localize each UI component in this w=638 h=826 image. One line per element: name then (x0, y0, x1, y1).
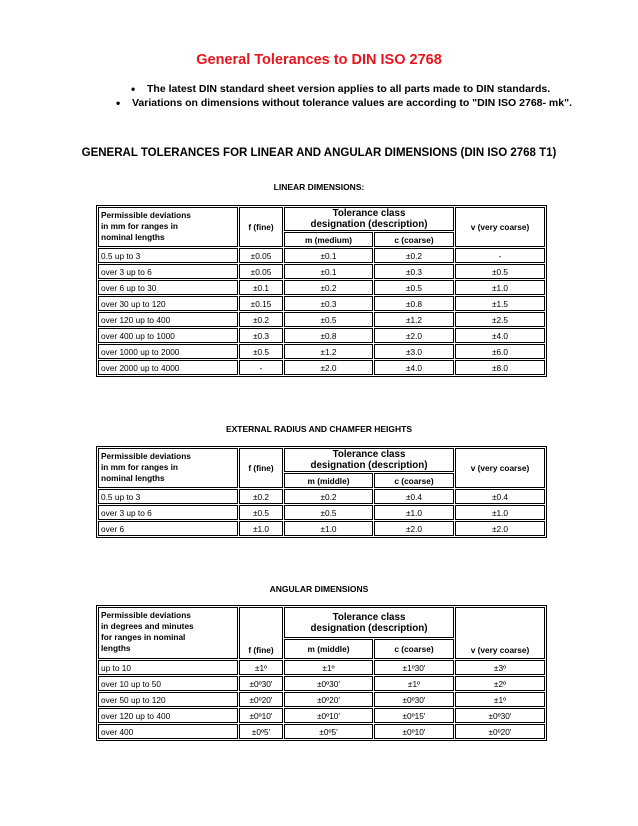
linear-heading: LINEAR DIMENSIONS: (273, 182, 365, 192)
tolerance-cell: ±1.5 (455, 296, 545, 311)
tolerance-cell: ±0.5 (239, 505, 283, 520)
tolerance-cell: ±0º10' (239, 708, 283, 723)
range-cell: over 400 (98, 724, 238, 739)
tolerance-cell: ±0.5 (374, 280, 454, 295)
header-line: Permissible deviations (101, 451, 191, 461)
tolerance-cell: ±3º (455, 660, 545, 675)
table-row (98, 360, 545, 375)
note-item (0, 82, 638, 96)
range-cell: over 50 up to 120 (98, 692, 238, 707)
coarse-column-header: c (coarse) (374, 232, 454, 247)
table-row (98, 708, 545, 723)
very-coarse-column-header: v (very coarse) (455, 207, 545, 247)
fine-column-header: f (fine) (239, 607, 283, 659)
tolerance-cell: ±1º (455, 692, 545, 707)
range-cell: over 120 up to 400 (98, 312, 238, 327)
tolerance-cell: - (455, 248, 545, 263)
tolerance-cell: ±0.2 (284, 489, 373, 504)
tolerance-cell: ±2.0 (374, 328, 454, 343)
bullet-icon: • (116, 96, 121, 110)
table-row (98, 280, 545, 295)
medium-column-header: m (middle) (284, 639, 373, 659)
tolerance-cell: - (239, 360, 283, 375)
header-line: Tolerance class (332, 208, 406, 219)
coarse-column-header: c (coarse) (374, 473, 454, 488)
table-row (98, 344, 545, 359)
range-cell: over 30 up to 120 (98, 296, 238, 311)
tolerance-cell: ±0º10' (374, 724, 454, 739)
radius-heading: EXTERNAL RADIUS AND CHAMFER HEIGHTS (225, 424, 413, 434)
tolerance-cell: ±0.3 (284, 296, 373, 311)
range-cell: up to 10 (98, 660, 238, 675)
header-line: in degrees and minutes (101, 621, 194, 631)
tolerance-cell: ±4.0 (455, 328, 545, 343)
tolerance-cell: ±1º (284, 660, 373, 675)
table-row (98, 296, 545, 311)
tolerance-cell: ±0.1 (284, 264, 373, 279)
range-cell: over 120 up to 400 (98, 708, 238, 723)
tolerance-cell: ±3.0 (374, 344, 454, 359)
tolerance-cell: ±0.5 (284, 505, 373, 520)
tolerance-cell: ±0º30' (455, 708, 545, 723)
tolerance-cell: ±0.1 (284, 248, 373, 263)
tolerance-cell: ±0.8 (284, 328, 373, 343)
tolerance-cell: ±0.2 (284, 280, 373, 295)
header-line: Permissible deviations (101, 610, 191, 620)
tolerance-cell: ±0º20' (284, 692, 373, 707)
tolerance-cell: ±0.5 (455, 264, 545, 279)
tolerance-cell: ±0.4 (455, 489, 545, 504)
tolerance-cell: ±0.2 (239, 489, 283, 504)
tolerance-cell: ±1.0 (374, 505, 454, 520)
table-row (98, 328, 545, 343)
tolerance-cell: ±0.5 (284, 312, 373, 327)
angular-heading: ANGULAR DIMENSIONS (269, 584, 369, 594)
tolerance-cell: ±4.0 (374, 360, 454, 375)
tolerance-cell: ±0º20' (239, 692, 283, 707)
note-text: Variations on dimensions without tolerance values are according to "DIN ISO 2768- mk". (132, 97, 572, 109)
header-line: in mm for ranges in (101, 221, 178, 231)
permissible-deviations-header (98, 207, 238, 247)
angular-tolerance-table (96, 605, 547, 741)
tolerance-cell: ±0.3 (239, 328, 283, 343)
table-row (98, 312, 545, 327)
range-cell: over 400 up to 1000 (98, 328, 238, 343)
medium-column-header: m (medium) (284, 232, 373, 247)
tolerance-cell: ±2.5 (455, 312, 545, 327)
tolerance-cell: ±1.0 (455, 280, 545, 295)
header-line: Tolerance class (332, 611, 406, 623)
table-header-row (98, 448, 545, 472)
tolerance-class-header (284, 207, 454, 231)
table-row (98, 676, 545, 691)
header-line: for ranges in nominal (101, 632, 186, 642)
tolerance-cell: ±0.15 (239, 296, 283, 311)
fine-column-header: f (fine) (239, 448, 283, 488)
tolerance-cell: ±1.0 (284, 521, 373, 536)
range-cell: 0.5 up to 3 (98, 489, 238, 504)
table-header-row (98, 607, 545, 638)
header-line: nominal lengths (101, 473, 165, 483)
tolerance-cell: ±0.05 (239, 264, 283, 279)
range-cell: over 6 (98, 521, 238, 536)
tolerance-cell: ±1.2 (374, 312, 454, 327)
tolerance-cell: ±0º15' (374, 708, 454, 723)
header-line: in mm for ranges in (101, 462, 178, 472)
page-title: General Tolerances to DIN ISO 2768 (196, 52, 442, 68)
tolerance-cell: ±0º30' (284, 676, 373, 691)
range-cell: over 10 up to 50 (98, 676, 238, 691)
header-line: designation (description) (310, 460, 428, 471)
tolerance-class-header (284, 607, 454, 638)
note-item (0, 96, 638, 110)
tolerance-cell: ±0.2 (239, 312, 283, 327)
tolerance-class-header (284, 448, 454, 472)
tolerance-cell: ±1º (239, 660, 283, 675)
tolerance-cell: ±2.0 (284, 360, 373, 375)
bullet-icon: • (131, 82, 136, 96)
table-row (98, 505, 545, 520)
header-line: lengths (101, 643, 131, 653)
table-row (98, 489, 545, 504)
range-cell: 0.5 up to 3 (98, 248, 238, 263)
tolerance-cell: ±0º5' (284, 724, 373, 739)
range-cell: over 1000 up to 2000 (98, 344, 238, 359)
tolerance-cell: ±2º (455, 676, 545, 691)
table-row (98, 724, 545, 739)
tolerance-cell: ±0º5' (239, 724, 283, 739)
range-cell: over 6 up to 30 (98, 280, 238, 295)
permissible-deviations-header (98, 607, 238, 659)
tolerance-cell: ±0.5 (239, 344, 283, 359)
header-line: Tolerance class (332, 449, 406, 460)
table-row (98, 660, 545, 675)
tolerance-cell: ±0.4 (374, 489, 454, 504)
medium-column-header: m (middle) (284, 473, 373, 488)
tolerance-cell: ±1.0 (239, 521, 283, 536)
tolerance-cell: ±0.8 (374, 296, 454, 311)
tolerance-cell: ±0º30' (374, 692, 454, 707)
header-line: designation (description) (310, 219, 428, 230)
tolerance-cell: ±1.0 (455, 505, 545, 520)
table-row (98, 692, 545, 707)
permissible-deviations-header (98, 448, 238, 488)
header-line: nominal lengths (101, 232, 165, 242)
tolerance-cell: ±2.0 (455, 521, 545, 536)
tolerance-cell: ±1.2 (284, 344, 373, 359)
coarse-column-header: c (coarse) (374, 639, 454, 659)
tolerance-cell: ±0.05 (239, 248, 283, 263)
tolerance-cell: ±1º (374, 676, 454, 691)
tolerance-cell: ±0.3 (374, 264, 454, 279)
header-line: Permissible deviations (101, 210, 191, 220)
tolerance-cell: ±0.2 (374, 248, 454, 263)
table-row (98, 264, 545, 279)
range-cell: over 3 up to 6 (98, 505, 238, 520)
tolerance-cell: ±0º10' (284, 708, 373, 723)
linear-tolerance-table (96, 205, 547, 377)
note-text: The latest DIN standard sheet version applies to all parts made to DIN standards. (147, 83, 551, 95)
range-cell: over 2000 up to 4000 (98, 360, 238, 375)
radius-tolerance-table (96, 446, 547, 538)
tolerance-cell: ±0.1 (239, 280, 283, 295)
tolerance-cell: ±1º30' (374, 660, 454, 675)
notes-list (0, 82, 638, 110)
range-cell: over 3 up to 6 (98, 264, 238, 279)
very-coarse-column-header: v (very coarse) (455, 448, 545, 488)
tolerance-cell: ±8.0 (455, 360, 545, 375)
table-row (98, 248, 545, 263)
tolerance-cell: ±6.0 (455, 344, 545, 359)
tolerance-cell: ±0º30' (239, 676, 283, 691)
main-heading: GENERAL TOLERANCES FOR LINEAR AND ANGULAR DIMENSIONS (DIN ISO 2768 T1) (81, 147, 557, 159)
fine-column-header: f (fine) (239, 207, 283, 247)
table-header-row (98, 207, 545, 231)
table-row (98, 521, 545, 536)
very-coarse-column-header: v (very coarse) (455, 607, 545, 659)
tolerance-cell: ±0º20' (455, 724, 545, 739)
tolerance-cell: ±2.0 (374, 521, 454, 536)
header-line: designation (description) (310, 622, 428, 634)
